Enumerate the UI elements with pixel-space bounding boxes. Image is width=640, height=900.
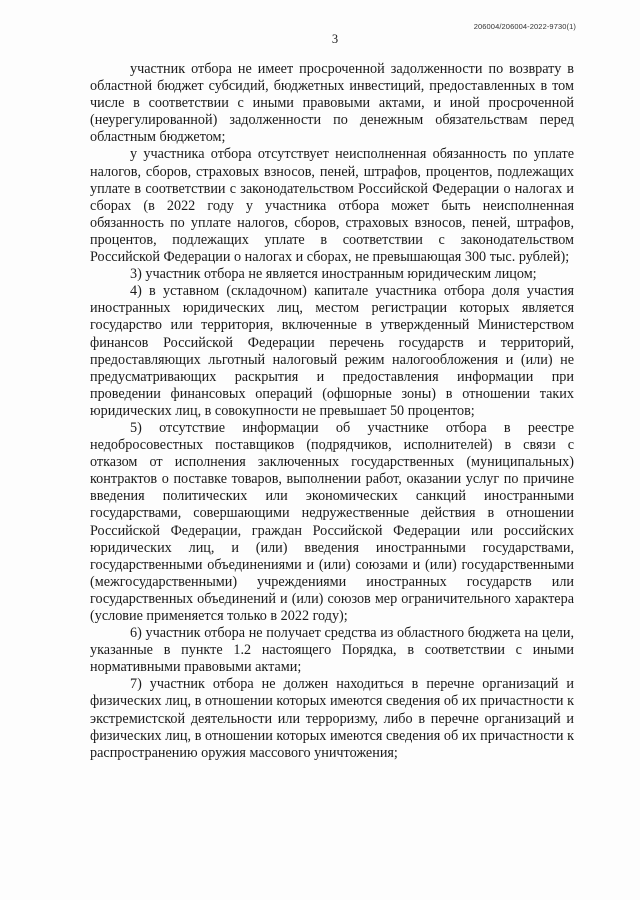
paragraph-7-extremism-list: 7) участник отбора не должен находиться в перечне организаций и физических лиц, в отношении которых имеются сведения об их причастности к экстремистской деятельности или терроризму, либо в перечне организаций и физических лиц, в отношении которых имеются сведения об их причастности к распространению оружия массового уничтожения;	[90, 676, 574, 761]
paragraph-3-not-foreign-entity: 3) участник отбора не является иностранным юридическим лицом;	[130, 266, 537, 283]
paragraph-4-offshore-share: 4) в уставном (складочном) капитале участника отбора доля участия иностранных юридических лиц, местом регистрации которых является государство или территория, включенные в утвержденный Министерством финансов Российской Федерации перечень государств и территорий, предоставляющих льготный налоговый режим налогообложения и (или) не предусматривающих раскрытия и предоставления информации при проведении финансовых операций (офшорные зоны) в отношении таких юридических лиц, в совокупности не превышает 50 процентов;	[90, 283, 574, 419]
paragraph-5-unreliable-suppliers: 5) отсутствие информации об участнике отбора в реестре недобросовестных поставщиков (подрядчиков, исполнителей) в связи с отказом от исполнения заключенных государственных (муниципальных) контрактов о поставке товаров, выполнении работ, оказании услуг по причине введения политических или экономических санкций иностранными государствами, совершающими недружественные действия в отношении Российской Федерации, граждан Российской Федерации или российских юридических лиц, и (или) введения иностранными государствами, государственными объединениями и (или) союзами и (или) государственными (межгосударственными) учреждениями иностранных государств или государственных объединений и (или) союзов мер ограничительного характера (условие применяется только в 2022 году);	[90, 419, 574, 624]
paragraph-no-overdue-debt: участник отбора не имеет просроченной задолженности по возврату в областной бюджет субсидий, бюджетных инвестиций, предоставленных в том числе в соответствии с иными правовыми актами, и иной просроченной (неурегулированной) задолженности по денежным обязательствам перед областным бюджетом;	[90, 61, 574, 146]
paragraph-no-tax-arrears: у участника отбора отсутствует неисполненная обязанность по уплате налогов, сборов, страховых взносов, пеней, штрафов, процентов, подлежащих уплате в соответствии с законодательством Российской Федерации о налогах и сборах (в 2022 году у участника отбора может быть неисполненная обязанность по уплате налогов, сборов, страховых взносов, пеней, штрафов, процентов, подлежащих уплате в соответствии с законодательством Российской Федерации о налогах и сборах, не превышающая 300 тыс. рублей);	[90, 146, 574, 266]
document-id: 206004/206004-2022-9730(1)	[473, 22, 576, 31]
paragraph-6-no-budget-funds: 6) участник отбора не получает средства из областного бюджета на цели, указанные в пункте 1.2 настоящего Порядка, в соответствии с иными нормативными правовыми актами;	[90, 625, 574, 676]
page-number: 3	[331, 32, 339, 46]
document-body	[90, 61, 574, 762]
